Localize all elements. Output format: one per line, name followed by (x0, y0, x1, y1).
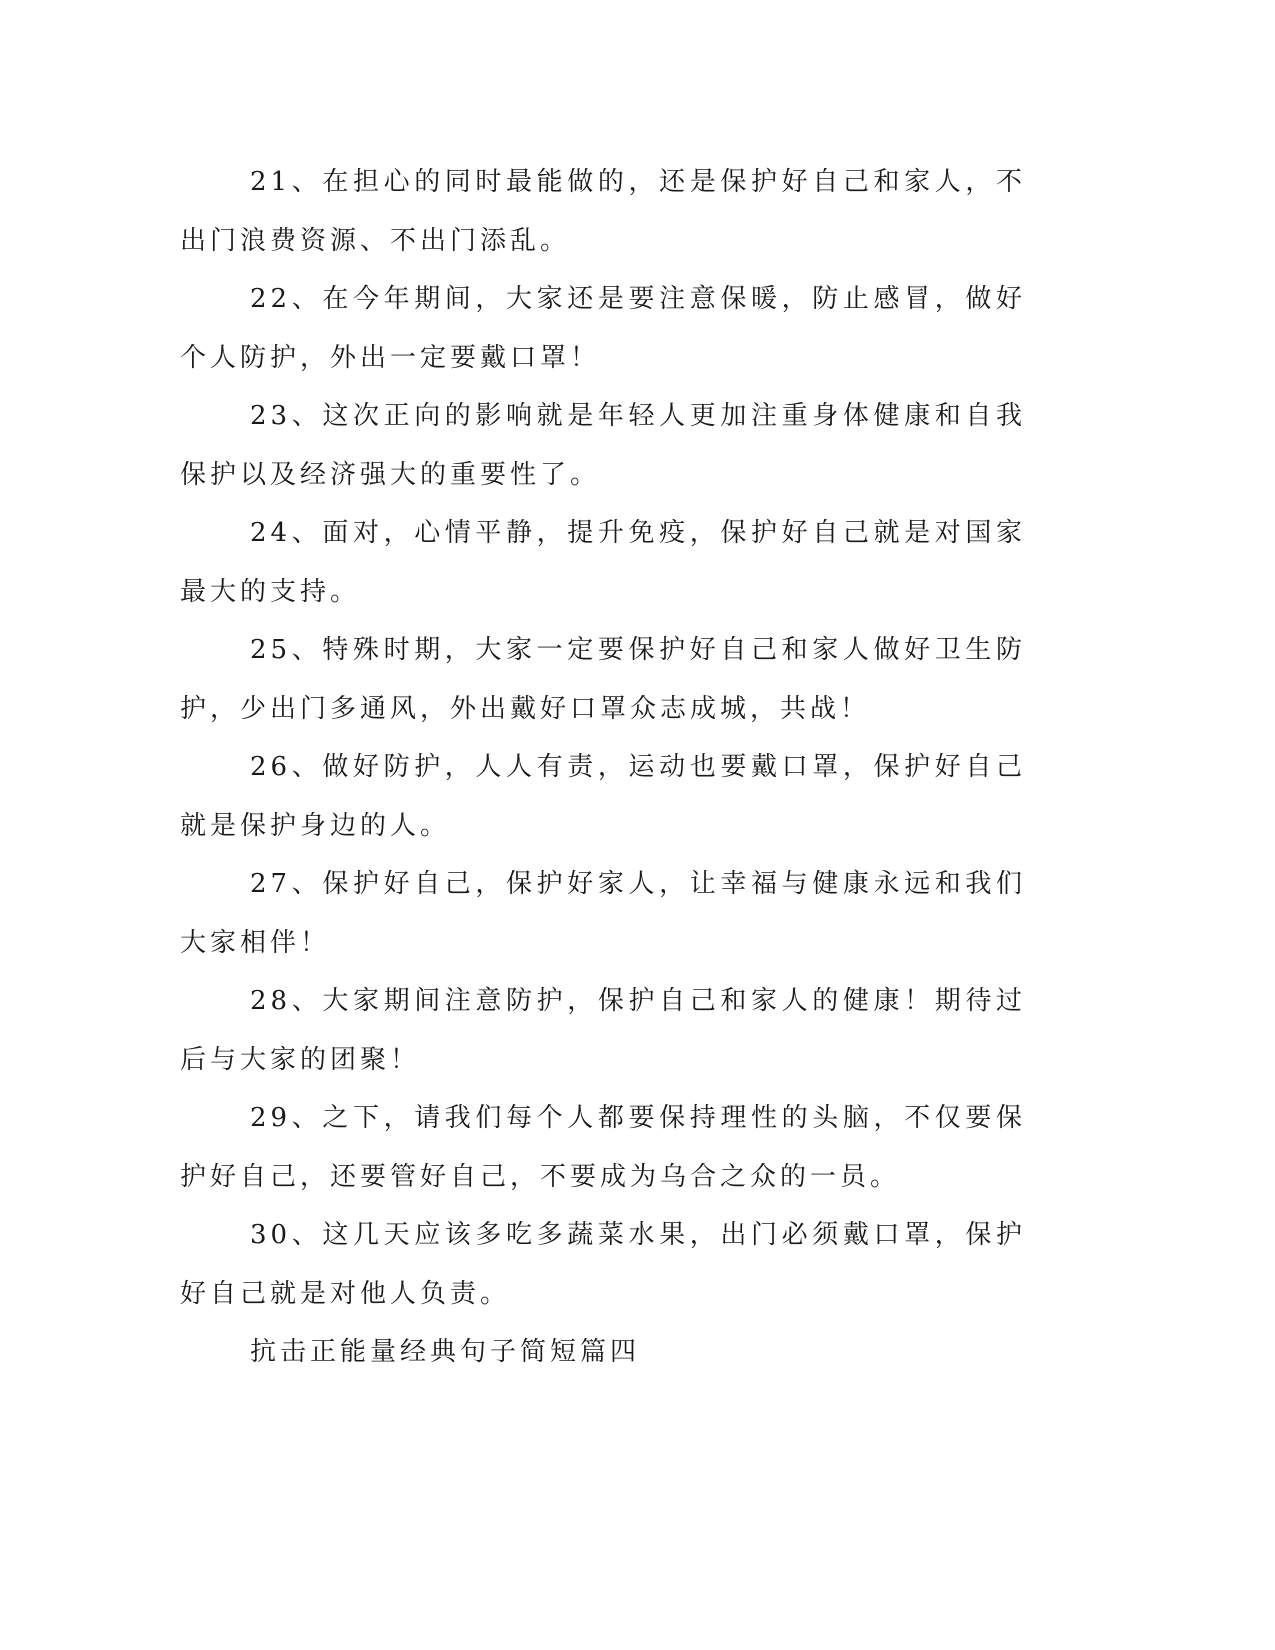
paragraph-26: 26、做好防护，人人有责，运动也要戴口罩，保护好自己就是保护身边的人。 (180, 752, 1026, 841)
paragraph-23: 23、这次正向的影响就是年轻人更加注重身体健康和自我保护以及经济强大的重要性了。 (180, 401, 1026, 490)
paragraph-28: 28、大家期间注意防护，保护自己和家人的健康！期待过后与大家的团聚！ (180, 986, 1026, 1075)
paragraph-24: 24、面对，心情平静，提升免疫，保护好自己就是对国家最大的支持。 (180, 518, 1026, 607)
paragraph-30: 30、这几天应该多吃多蔬菜水果，出门必须戴口罩，保护好自己就是对他人负责。 (180, 1220, 1026, 1309)
paragraph-27: 27、保护好自己，保护好家人，让幸福与健康永远和我们大家相伴！ (180, 869, 1026, 958)
paragraph-21: 21、在担心的同时最能做的，还是保护好自己和家人，不出门浪费资源、不出门添乱。 (180, 167, 1026, 256)
paragraph-22: 22、在今年期间，大家还是要注意保暖，防止感冒，做好个人防护，外出一定要戴口罩！ (180, 284, 1026, 373)
paragraph-29: 29、之下，请我们每个人都要保持理性的头脑，不仅要保护好自己，还要管好自己，不要成为乌合之众的一员。 (180, 1103, 1026, 1192)
section-heading: 抗击正能量经典句子简短篇四 (250, 1337, 641, 1367)
paragraph-25: 25、特殊时期，大家一定要保护好自己和家人做好卫生防护，少出门多通风，外出戴好口罩众志成城，共战！ (180, 635, 1026, 724)
document-body (180, 153, 1026, 1382)
